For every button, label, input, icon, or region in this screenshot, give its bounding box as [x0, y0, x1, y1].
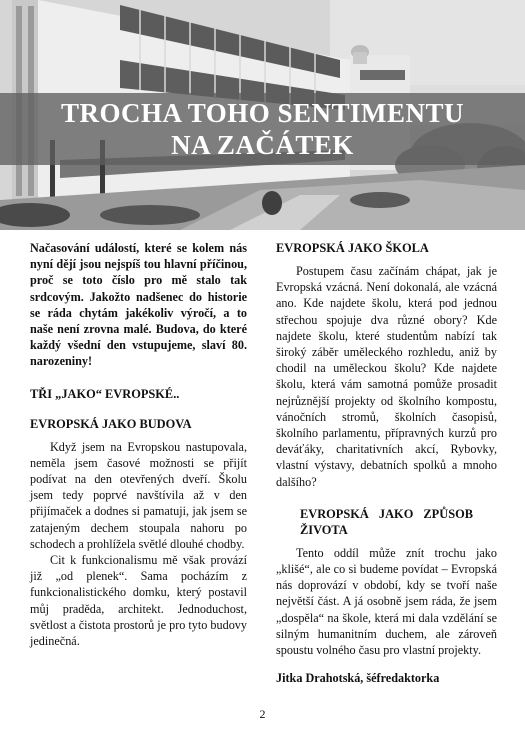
building-paragraph-2: Cit k funkcionalismu mě však provází již „od plenek“. Sama pocházím z funkcionalistického domku, který postavil můj praděda, architekt. Jednoduchost, světlost a čistota prostorů je pro tyto budovy jedinečná.	[30, 553, 247, 649]
section-heading-three-european: TŘI „JAKO“ EVROPSKÉ..	[30, 386, 180, 401]
section-heading-school: EVROPSKÁ JAKO ŠKOLA	[276, 241, 429, 255]
page-number: 2	[259, 707, 266, 721]
author-signature: Jitka Drahotská, šéfredaktorka	[276, 671, 440, 686]
building-paragraph-1: Když jsem na Evropskou nastupovala, neměla jsem časové možnosti se přijít podívat na den otevřených dveří. Školu jsem tedy poprvé navštívila až v den přijímaček a dodnes si pamatuji, jak jsem se zatajeným dechem stoupala nahoru po schodech a prohlížela světlé dlouhé chodby.	[30, 439, 247, 551]
section-heading-building: EVROPSKÁ JAKO BUDOVA	[30, 416, 192, 431]
right-column	[276, 240, 497, 686]
lead-paragraph: Načasování událostí, které se kolem nás nyní dějí jsou nejspíš tou hlavní příčinou, proč se toto číslo pro mě stalo tak srdcovým. Jakožto nadšenec do historie se ráda chytám jakékoliv výročí, a to naše není zrovna malé. Budova, do které každý všední den vstupujeme, slaví 80. narozeniny!	[30, 241, 247, 369]
school-paragraph: Postupem času začínám chápat, jak je Evropská vzácná. Není dokonalá, ale vzácná ano. Kde najdete školu, která pod jednou střechou spojuje dva různé obory? Kde najdete školu, které studentům nabízí tak široký záběr uměleckého rozhledu, aniž by chodil na uměleckou školu? Kde najdete školu, která vám samotná pomůže prosadit nejrůznější projekty od školního kompostu, vánočních stromů, školních časopisů, školního parlamentu, přípravných kurzů pro deváťáky, charitativních akcí, Rybovky, vlastní výstavy, debatních spolků a mnoho dalšího?	[276, 264, 497, 489]
article-title-line-1: TROCHA TOHO SENTIMENTU	[60, 98, 465, 128]
life-paragraph: Tento oddíl může znít trochu jako „klišé“, ale co si budeme povídat – Evropská nás doprovází v období, kdy se tvoří naše největší část. A já osobně jsem ráda, že jsem „dospěla“ na škole, která mi dala vzdělání se silným humanitním duchem, ale zároveň spoustu volného času pro vlastní projekty.	[276, 545, 497, 658]
section-heading-life: EVROPSKÁ JAKO ZPŮSOB ŽIVOTA	[300, 506, 473, 537]
article-title-line-2: NA ZAČÁTEK	[171, 130, 354, 160]
left-column	[30, 240, 247, 649]
